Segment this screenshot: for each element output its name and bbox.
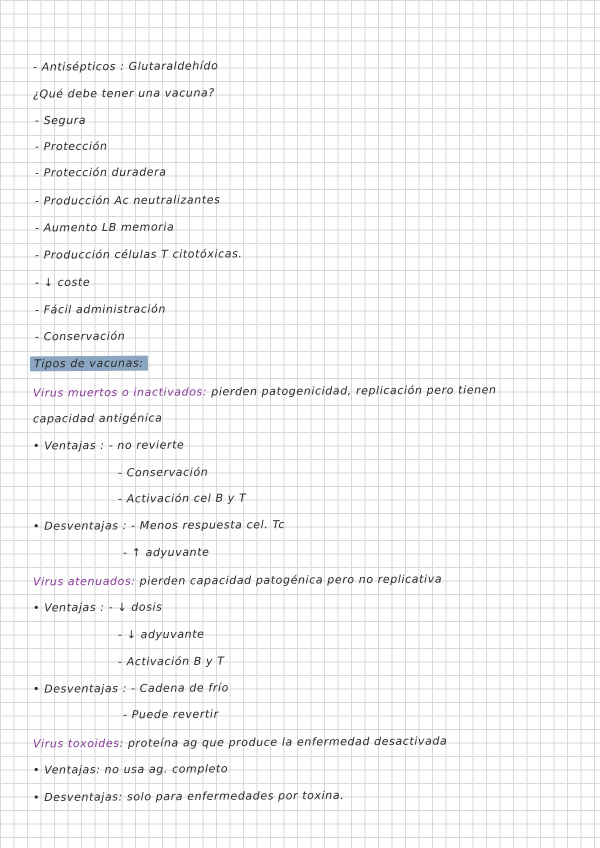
list-item: - Aumento LB memoria bbox=[34, 220, 175, 235]
note-line: • Desventajas : - Menos respuesta cel. Tc bbox=[32, 518, 286, 533]
vaccine-type-label: Virus muertos o inactivados: bbox=[32, 385, 208, 400]
list-item: - Puede revertir bbox=[122, 707, 219, 722]
note-line bbox=[33, 573, 442, 589]
list-item: - Protección duradera bbox=[34, 165, 167, 180]
vaccine-type-label: Virus atenuados: bbox=[32, 574, 136, 589]
note-line bbox=[33, 735, 447, 751]
note-line bbox=[33, 383, 497, 399]
note-line: - Antisépticos : Glutaraldehído bbox=[32, 59, 219, 74]
list-item: - Activación cel B y T bbox=[117, 491, 247, 506]
list-item: - ↓ coste bbox=[34, 275, 91, 290]
list-item: - Activación B y T bbox=[117, 654, 225, 669]
note-heading: ¿Qué debe tener una vacuna? bbox=[32, 86, 215, 101]
note-line: • Ventajas : - ↓ dosis bbox=[32, 600, 163, 615]
list-item: - Segura bbox=[34, 113, 87, 128]
note-line: • Ventajas: no usa ag. completo bbox=[32, 762, 229, 777]
list-item: - Conservación bbox=[34, 329, 126, 344]
vaccine-type-label: Virus toxoides: bbox=[32, 736, 124, 751]
section-heading bbox=[30, 357, 148, 371]
vaccine-type-description: proteína ag que produce la enfermedad desactivada bbox=[123, 734, 448, 750]
list-item: - Fácil administración bbox=[34, 302, 167, 317]
note-line: capacidad antigénica bbox=[32, 411, 163, 426]
vaccine-type-description: pierden capacidad patogénica pero no replicativa bbox=[135, 572, 443, 588]
list-item: - Protección bbox=[34, 139, 108, 154]
note-line: • Ventajas : - no revierte bbox=[32, 438, 185, 453]
list-item: - Producción células T citotóxicas. bbox=[34, 247, 243, 262]
list-item: - ↓ adyuvante bbox=[117, 627, 205, 642]
highlighted-text: Tipos de vacunas: bbox=[30, 356, 148, 372]
note-line: • Desventajas : - Cadena de frío bbox=[32, 681, 230, 696]
vaccine-type-description: pierden patogenicidad, replicación pero tienen bbox=[207, 383, 497, 399]
note-line: • Desventajas: solo para enfermedades por toxina. bbox=[32, 788, 345, 805]
list-item: - ↑ adyuvante bbox=[122, 545, 210, 560]
list-item: - Producción Ac neutralizantes bbox=[34, 193, 221, 208]
list-item: - Conservación bbox=[117, 465, 209, 480]
